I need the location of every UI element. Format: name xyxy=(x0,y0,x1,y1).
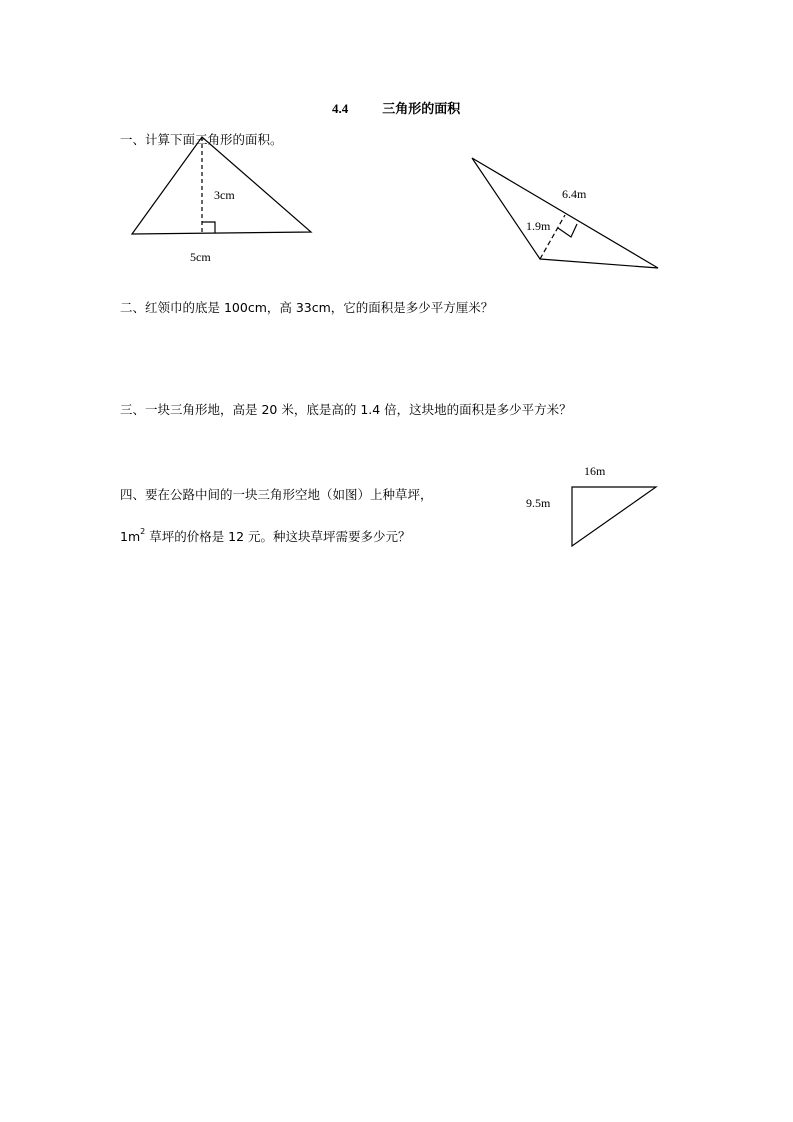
question-4-line-1: 四、要在公路中间的一块三角形空地（如图）上种草坪， xyxy=(120,487,433,502)
question-1: 一、计算下面三角形的面积。 xyxy=(120,132,283,147)
question-4-line-2 xyxy=(120,527,411,545)
fig1-height-label: 3cm xyxy=(214,188,235,202)
unit-prefix: 1m xyxy=(120,529,141,544)
fig2-side-label: 6.4m xyxy=(562,187,587,201)
section-title: 三角形的面积 xyxy=(382,101,461,116)
unit-superscript: 2 xyxy=(140,526,146,536)
question-3: 三、一块三角形地，高是 20 米，底是高的 1.4 倍，这块地的面积是多少平方米？ xyxy=(120,402,572,417)
question-2: 二、红领巾的底是 100cm，高 33cm，它的面积是多少平方厘米？ xyxy=(120,300,494,315)
fig2-height-label: 1.9m xyxy=(526,219,551,233)
fig1-base-label: 5cm xyxy=(190,250,211,264)
fig3-top-label: 16m xyxy=(584,464,606,478)
question-4-rest: 草坪的价格是 12 元。种这块草坪需要多少元？ xyxy=(145,529,411,544)
triangle-figure-3 xyxy=(572,487,656,546)
fig3-side-label: 9.5m xyxy=(526,496,551,510)
triangle-figure-1 xyxy=(132,137,311,234)
triangle-figure-2 xyxy=(472,158,658,268)
section-number: 4.4 xyxy=(332,101,349,116)
